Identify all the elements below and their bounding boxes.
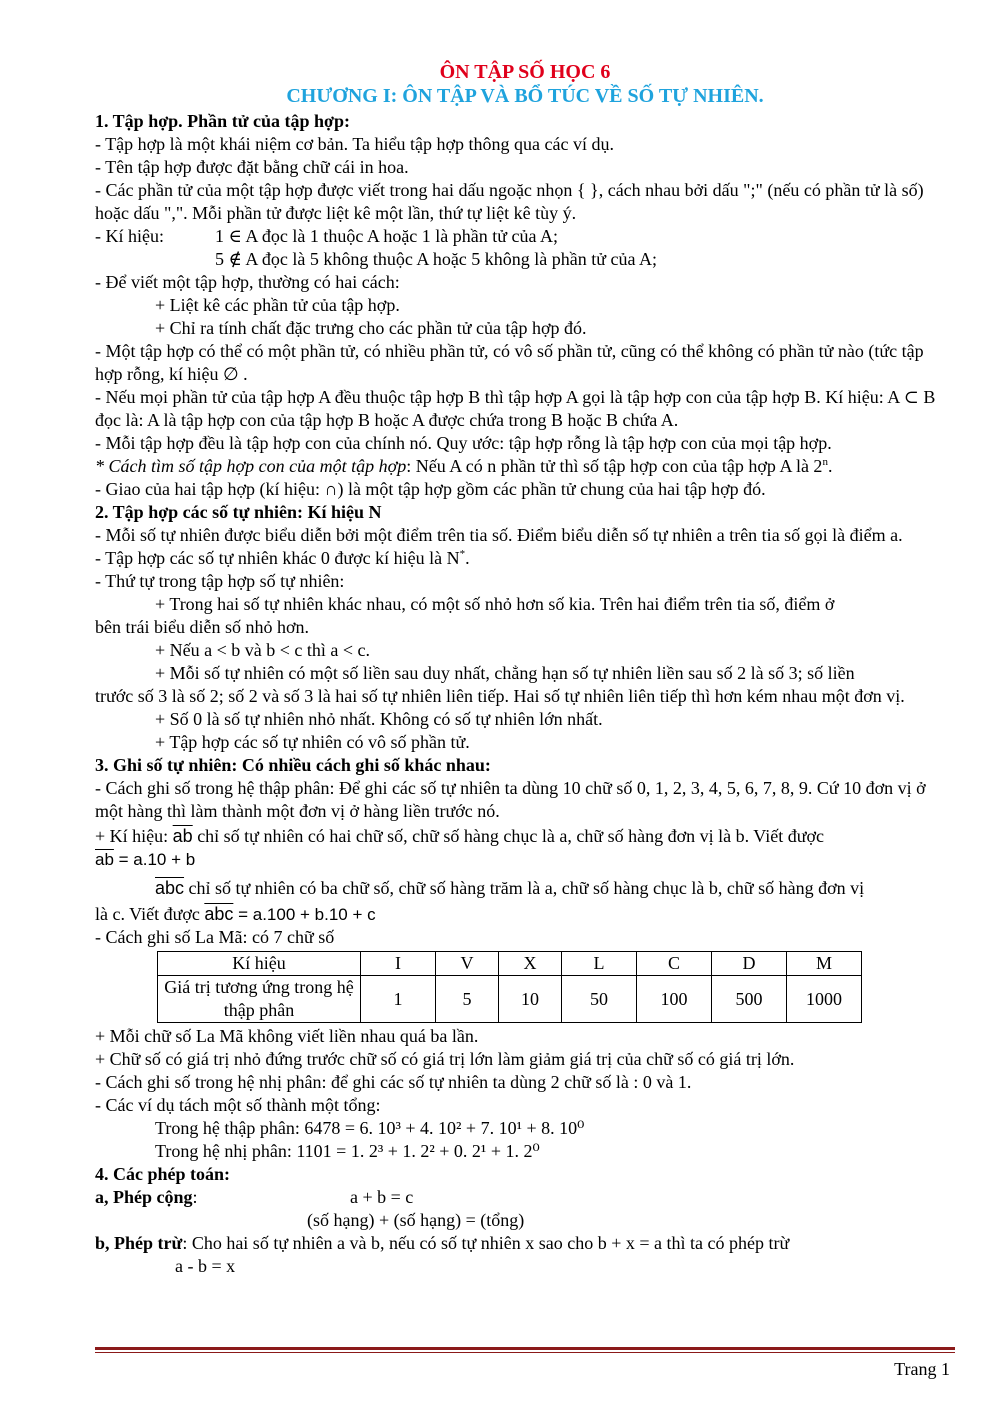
page-number: Trang 1 xyxy=(894,1359,950,1379)
table-cell: 5 xyxy=(436,976,499,1023)
section-4-heading: 4. Các phép toán: xyxy=(95,1164,231,1184)
addition-label-wrap xyxy=(95,1186,350,1209)
table-cell: V xyxy=(436,952,499,976)
symbol-label: - Kí hiệu: xyxy=(95,226,164,246)
bullet: + Trong hai số tự nhiên khác nhau, có một số nhỏ hơn số kia. Trên hai điểm trên tia số, điểm ở xyxy=(155,594,835,614)
table-cell: 10 xyxy=(499,976,562,1023)
symbol-not-in: 5 ∉ A đọc là 5 không thuộc A hoặc 5 không là phần tử của A; xyxy=(215,249,658,269)
paragraph: - Cách ghi số La Mã: có 7 chữ số xyxy=(95,927,335,947)
subtraction-label: b, Phép trừ xyxy=(95,1233,183,1253)
paragraph: - Để viết một tập hợp, thường có hai cách: xyxy=(95,272,400,292)
table-cell: L xyxy=(562,952,637,976)
colon: : xyxy=(192,1187,198,1207)
subset-count-text: : Nếu A có n phần tử thì số tập hợp con của tập hợp A là 2 xyxy=(406,456,823,476)
text: chỉ số tự nhiên có ba chữ số, chữ số hàng trăm là a, chữ số hàng chục là b, chữ số hàng đơn vị xyxy=(184,878,865,898)
table-cell: M xyxy=(787,952,862,976)
bullet-continuation: bên trái biểu diễn số nhỏ hơn. xyxy=(95,617,309,637)
table-header-cell: Giá trị tương ứng trong hệ thập phân xyxy=(158,976,361,1023)
table-cell: X xyxy=(499,952,562,976)
two-digit-notation xyxy=(95,825,955,848)
chapter-title: CHƯƠNG I: ÔN TẬP VÀ BỔ TÚC VỀ SỐ TỰ NHIÊN. xyxy=(286,85,764,107)
paragraph: + Mỗi chữ số La Mã không viết liền nhau quá ba lần. xyxy=(95,1026,479,1046)
section-1-heading: 1. Tập hợp. Phần tử của tập hợp: xyxy=(95,111,350,131)
table-cell: I xyxy=(361,952,436,976)
subset-count-label: * Cách tìm số tập hợp con của một tập hợp xyxy=(95,456,407,476)
table-cell: 100 xyxy=(637,976,712,1023)
text: là c. Viết được xyxy=(95,904,205,924)
paragraph: - Các ví dụ tách một số thành một tổng: xyxy=(95,1095,381,1115)
symbol-row xyxy=(95,225,955,248)
two-digit-formula xyxy=(95,848,955,871)
paragraph: - Nếu mọi phần tử của tập hợp A đều thuộc tập hợp B thì tập hợp A gọi là tập hợp con của tập hợp B. Kí hiệu: A ⊂ B đọc là: A là tập hợp con của tập hợp B hoặc A được chứa trong B hoặc B chứa A. xyxy=(95,387,936,430)
bullet: + Chỉ ra tính chất đặc trưng cho các phần tử của tập hợp đó. xyxy=(155,318,587,338)
addition-names: (số hạng) + (số hạng) = (tổng) xyxy=(307,1210,525,1230)
overline-abc: $\overline{abc}$ xyxy=(155,878,185,898)
paragraph: + Chữ số có giá trị nhỏ đứng trước chữ số có giá trị lớn làm giảm giá trị của chữ số có giá trị lớn. xyxy=(95,1049,795,1069)
bullet: + Mỗi số tự nhiên có một số liền sau duy nhất, chẳng hạn số tự nhiên liền sau số 2 là số 3; số liền xyxy=(155,663,855,683)
section-2-heading: 2. Tập hợp các số tự nhiên: Kí hiệu N xyxy=(95,502,382,522)
overline-ab: $\overline{ab}$ xyxy=(172,826,193,846)
table-cell: 1 xyxy=(361,976,436,1023)
roman-numeral-table xyxy=(157,951,862,1023)
bullet-continuation: trước số 3 là số 2; số 2 và số 3 là hai số tự nhiên liên tiếp. Hai số tự nhiên liên tiếp thì hơn kém nhau một đơn vị. xyxy=(95,686,905,706)
text: + Kí hiệu: xyxy=(95,826,173,846)
paragraph: - Mỗi số tự nhiên được biểu diễn bởi một điểm trên tia số. Điểm biểu diễn số tự nhiên a trên tia số gọi là điểm a. xyxy=(95,525,903,545)
text: - Tập hợp các số tự nhiên khác 0 được kí hiệu là N xyxy=(95,548,460,568)
addition-row xyxy=(95,1186,955,1209)
table-header-cell: Kí hiệu xyxy=(158,952,361,976)
period: . xyxy=(465,548,470,568)
period: . xyxy=(827,456,833,476)
superscript: n xyxy=(822,456,828,468)
paragraph: - Giao của hai tập hợp (kí hiệu: ∩) là một tập hợp gồm các phần tử chung của hai tập hợp đó. xyxy=(95,479,766,499)
addition-formula: a + b = c xyxy=(350,1187,414,1207)
table-cell: 50 xyxy=(562,976,637,1023)
text: chỉ số tự nhiên có hai chữ số, chữ số hàng chục là a, chữ số hàng đơn vị là b. Viết được xyxy=(192,826,824,846)
binary-example: Trong hệ nhị phân: 1101 = 1. 2³ + 1. 2² + 0. 2¹ + 1. 2⁰ xyxy=(155,1141,540,1161)
three-digit-notation xyxy=(95,877,955,900)
paragraph xyxy=(95,547,955,570)
paragraph: - Cách ghi số trong hệ nhị phân: để ghi các số tự nhiên ta dùng 2 chữ số là : 0 và 1. xyxy=(95,1072,692,1092)
table-row xyxy=(158,976,862,1023)
paragraph: - Mỗi tập hợp đều là tập hợp con của chính nó. Quy ước: tập hợp rỗng là tập hợp con của mọi tập hợp. xyxy=(95,433,832,453)
three-digit-formula xyxy=(95,903,955,926)
paragraph: - Một tập hợp có thể có một phần tử, có nhiều phần tử, có vô số phần tử, cũng có thể không có phần tử nào (tức tập hợp rỗng, kí hiệu ∅ . xyxy=(95,341,924,384)
formula: = a.100 + b.10 + c xyxy=(233,905,376,924)
footer-divider-thin xyxy=(95,1352,955,1353)
overline-ab: $\overline{ab}$ xyxy=(95,850,114,869)
subset-count-rule xyxy=(95,455,955,478)
paragraph: - Tập hợp là một khái niệm cơ bản. Ta hiểu tập hợp thông qua các ví dụ. xyxy=(95,134,615,154)
document-page xyxy=(95,60,955,1278)
symbol-in: 1 ∈ A đọc là 1 thuộc A hoặc 1 là phần tử của A; xyxy=(215,226,559,246)
decimal-example: Trong hệ thập phân: 6478 = 6. 10³ + 4. 10² + 7. 10¹ + 8. 10⁰ xyxy=(155,1118,585,1138)
paragraph: - Các phần tử của một tập hợp được viết trong hai dấu ngoặc nhọn { }, cách nhau bởi dấu ";" (nếu có phần tử là số) hoặc dấu ",". Mỗi phần tử được liệt kê một lần, thứ tự liệt kê tùy ý. xyxy=(95,180,924,223)
table-cell: 500 xyxy=(712,976,787,1023)
subtraction-row xyxy=(95,1232,955,1255)
subtraction-text: : Cho hai số tự nhiên a và b, nếu có số tự nhiên x sao cho b + x = a thì ta có phép trừ xyxy=(182,1233,790,1253)
document-title: ÔN TẬP SỐ HỌC 6 xyxy=(439,61,611,83)
bullet: + Tập hợp các số tự nhiên có vô số phần tử. xyxy=(155,732,470,752)
formula: = a.10 + b xyxy=(113,850,196,869)
paragraph: - Thứ tự trong tập hợp số tự nhiên: xyxy=(95,571,345,591)
bullet: + Liệt kê các phần tử của tập hợp. xyxy=(155,295,400,315)
paragraph: - Tên tập hợp được đặt bằng chữ cái in hoa. xyxy=(95,157,409,177)
superscript: * xyxy=(459,548,466,560)
table-cell: C xyxy=(637,952,712,976)
table-cell: D xyxy=(712,952,787,976)
bullet: + Số 0 là số tự nhiên nhỏ nhất. Không có số tự nhiên lớn nhất. xyxy=(155,709,603,729)
bullet: + Nếu a < b và b < c thì a < c. xyxy=(155,640,371,660)
table-cell: 1000 xyxy=(787,976,862,1023)
overline-abc: $\overline{abc}$ xyxy=(204,904,234,924)
table-row xyxy=(158,952,862,976)
subtraction-formula: a - b = x xyxy=(175,1256,236,1276)
footer-divider xyxy=(95,1347,955,1350)
addition-label: a, Phép cộng xyxy=(95,1187,193,1207)
paragraph: - Cách ghi số trong hệ thập phân: Để ghi các số tự nhiên ta dùng 10 chữ số 0, 1, 2, 3, 4, 5, 6, 7, 8, 9. Cứ 10 đơn vị ở một hàng thì làm thành một đơn vị ở hàng liền trước nó. xyxy=(95,778,926,821)
section-3-heading: 3. Ghi số tự nhiên: Có nhiều cách ghi số khác nhau: xyxy=(95,755,491,775)
